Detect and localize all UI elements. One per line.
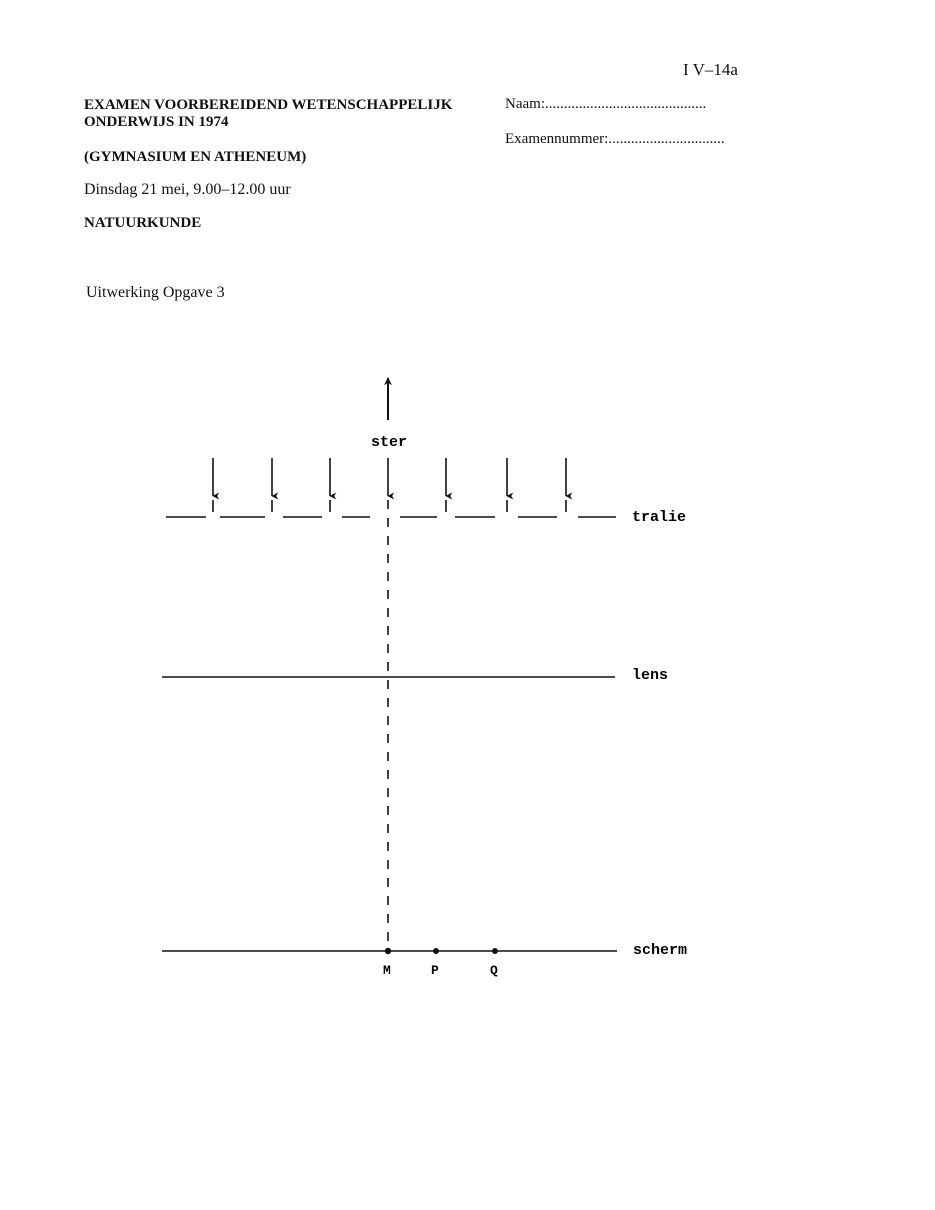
screen-label: scherm [633,942,688,959]
point-p [433,948,439,954]
point-p-label: P [431,963,439,978]
point-q [492,948,498,954]
page-identifier: I V–14a [683,60,738,79]
exam-number-label: Examennummer: [505,131,609,147]
name-fill-line[interactable]: ........................................... [544,96,707,112]
exam-date: Dinsdag 21 mei, 9.00–12.00 uur [84,181,291,198]
section-title: Uitwerking Opgave 3 [86,284,225,301]
exam-school-types: (GYMNASIUM EN ATHENEUM) [84,149,307,165]
incoming-rays [213,458,566,496]
exam-number-fill-line[interactable]: ............................... [608,131,725,147]
exam-title-line-1: EXAMEN VOORBEREIDEND WETENSCHAPPELIJK [84,97,453,113]
grating [166,500,616,517]
exam-title-line-2: ONDERWIJS IN 1974 [84,114,229,130]
point-q-label: Q [490,963,498,978]
lens-label: lens [632,667,669,684]
point-m-label: M [383,963,391,978]
exam-subject: NATUURKUNDE [84,215,202,231]
point-m [385,948,391,954]
name-label: Naam: [505,96,545,112]
star-label: ster [371,434,408,451]
grating-label: tralie [632,509,687,526]
